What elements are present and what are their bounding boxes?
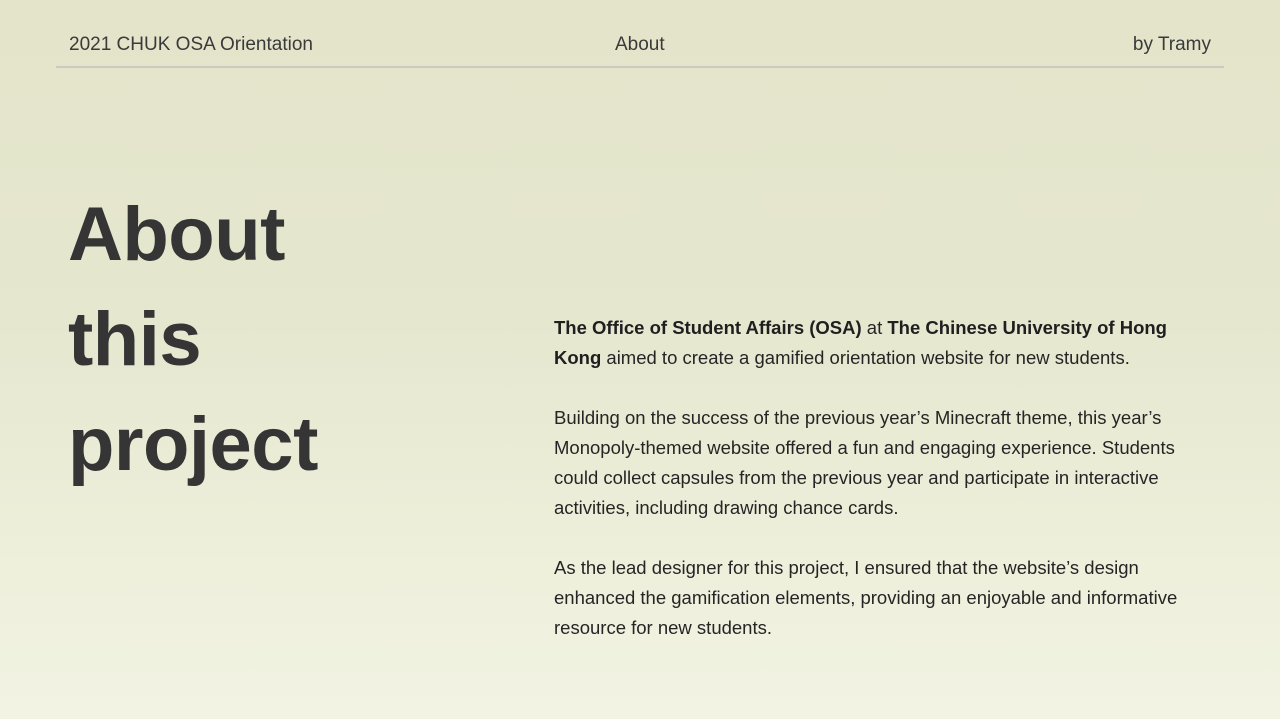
top-navigation-bar — [56, 0, 1224, 68]
nav-about-link[interactable]: About — [615, 34, 665, 55]
organization-name: The Office of Student Affairs (OSA) — [554, 317, 862, 338]
page-title-line-3: project — [68, 402, 318, 487]
university-name: The Chinese University of Hong Kong — [554, 317, 1167, 368]
project-description — [554, 313, 1194, 673]
page-title — [68, 182, 318, 497]
background-paragraph: Building on the success of the previous year’s Minecraft theme, this year’s Monopoly-themed website offered a fun and engaging experience. Students could collect capsules from the previous year and participate in interactive activities, including drawing chance cards. — [554, 407, 1175, 518]
role-paragraph: As the lead designer for this project, I ensured that the website’s design enhanced the gamification elements, providing an enjoyable and informative resource for new students. — [554, 557, 1178, 638]
intro-connector: at — [861, 317, 888, 338]
intro-rest: aimed to create a gamified orientation website for new students. — [601, 347, 1130, 368]
site-title-link[interactable]: 2021 CHUK OSA Orientation — [69, 34, 313, 55]
page-title-line-1: About — [68, 192, 285, 277]
page-title-line-2: this — [68, 297, 202, 382]
author-link[interactable]: by Tramy — [1132, 34, 1211, 55]
intro-paragraph — [554, 313, 1194, 373]
